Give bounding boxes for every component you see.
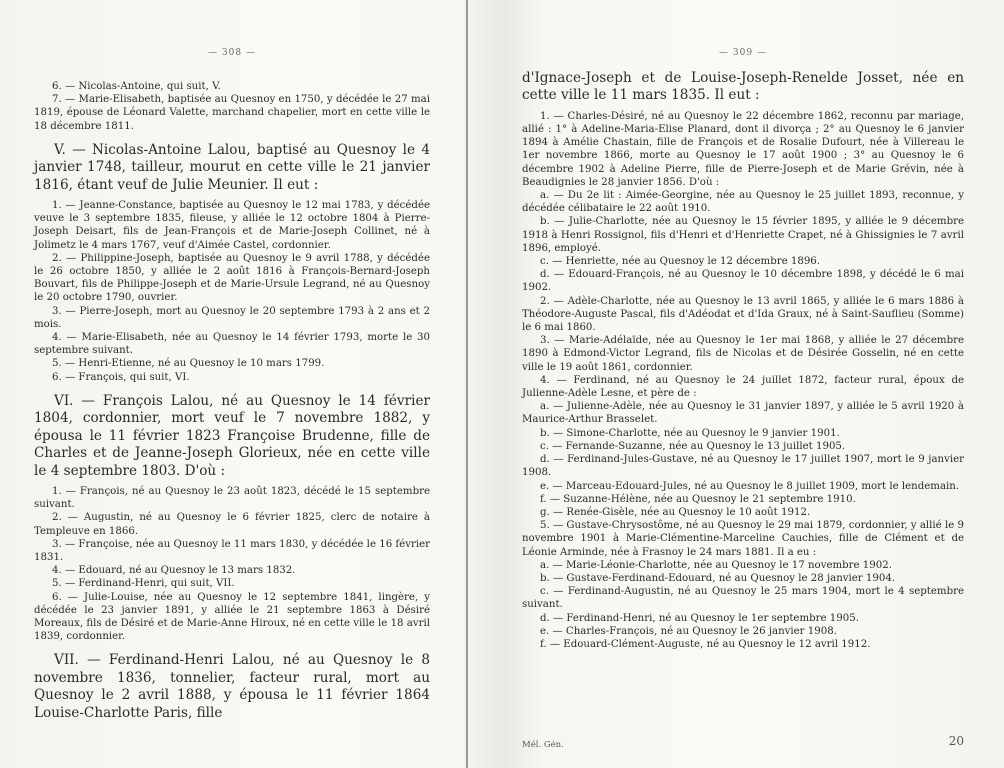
paragraph: 3. — Marie-Adélaïde, née au Quesnoy le 1er mai 1868, y alliée le 27 décembre 1890 à Edmond-Victor Legrand, fils de Nicolas et de Désirée Gosselin, né en cette ville le 19 août 1861, cordonnier. [522, 335, 964, 373]
footer-journal-abbrev: Mél. Gén. [522, 740, 564, 750]
right-page [470, 0, 1004, 768]
generation-heading: VI. — François Lalou, né au Quesnoy le 14 février 1804, cordonnier, mort veuf le 7 novembre 1882, y épousa le 11 février 1823 Françoise Brudenne, fille de Charles et de Jeanne-Joseph Glorieux, née en cette ville le 4 septembre 1803. D'où : [34, 392, 430, 479]
paragraph: b. — Simone-Charlotte, née au Quesnoy le 9 janvier 1901. [540, 427, 840, 439]
generation-heading: V. — Nicolas-Antoine Lalou, baptisé au Quesnoy le 4 janvier 1748, tailleur, mourut en cette ville le 21 janvier 1816, étant veuf de Julie Meunier. Il eut : [34, 141, 430, 193]
paragraph: 1. — François, né au Quesnoy le 23 août 1823, décédé le 15 septembre suivant. [34, 485, 430, 511]
right-page-number: — 309 — [719, 48, 767, 58]
paragraph: 5. — Gustave-Chrysostôme, né au Quesnoy le 29 mai 1879, cordonnier, y allié le 9 novembre 1901 à Marie-Clémentine-Marceline Cauchies, fille de Clément et de Léonie Arminde, née à Frasnoy le 24 mars 1881. Il a eu : [522, 520, 964, 558]
paragraph: a. — Du 2e lit : Aimée-Georgine, née au Quesnoy le 25 juillet 1893, reconnue, y décédée célibataire le 22 août 1910. [522, 190, 964, 215]
paragraph: e. — Charles-François, né au Quesnoy le 26 janvier 1908. [540, 625, 837, 637]
paragraph: d. — Ferdinand-Henri, né au Quesnoy le 1er septembre 1905. [540, 612, 859, 624]
paragraph: c. — Ferdinand-Augustin, né au Quesnoy le 25 mars 1904, mort le 4 septembre suivant. [522, 586, 964, 611]
paragraph: 1. — Jeanne-Constance, baptisée au Quesnoy le 12 mai 1783, y décédée veuve le 3 septembre 1835, fileuse, y alliée le 12 octobre 1804 à Pierre-Joseph Deisart, fils de Jean-François et de Marie-Joseph Collinet, né à Jolimetz le 4 mars 1767, veuf d'Aimée Castel, cordonnier. [34, 200, 430, 251]
paragraph: 7. — Marie-Elisabeth, baptisée au Quesnoy en 1750, y décédée le 27 mai 1819, épouse de Léonard Valette, marchand chapelier, mort en cette ville le 18 décembre 1811. [34, 94, 430, 132]
paragraph: 4. — Edouard, né au Quesnoy le 13 mars 1832. [52, 565, 296, 577]
paragraph: d'Ignace-Joseph et de Louise-Joseph-Renelde Josset, née en cette ville le 11 mars 1835. Il eut : [522, 70, 964, 104]
paragraph: 6. — Nicolas-Antoine, qui suit, V. [52, 81, 221, 92]
paragraph: 2. — Augustin, né au Quesnoy le 6 février 1825, clerc de notaire à Templeuve en 1866. [34, 512, 430, 537]
left-page-number: — 308 — [208, 48, 256, 58]
paragraph: b. — Julie-Charlotte, née au Quesnoy le 15 février 1895, y alliée le 9 décembre 1918 à Henri Rossignol, fils d'Henri et d'Henriette Crapet, né à Ghissignies le 7 avril 1896, employé. [522, 216, 964, 254]
paragraph: c. — Fernande-Suzanne, née au Quesnoy le 13 juillet 1905. [540, 440, 846, 452]
paragraph: 3. — Françoise, née au Quesnoy le 11 mars 1830, y décédée le 16 février 1831. [34, 538, 430, 563]
page-footer [522, 734, 964, 750]
paragraph: 5. — Henri-Etienne, né au Quesnoy le 10 mars 1799. [52, 358, 325, 370]
paragraph: 1. — Charles-Désiré, né au Quesnoy le 22 décembre 1862, reconnu par mariage, allié : 1° à Adeline-Maria-Elise Planard, dont il divorça ; 2° au Quesnoy le 6 janvier 1894 à Amélie Chastain, fille de François et de Rosalie Dufourt, née à Villereau le 1er novembre 1866, morte au Quesnoy le 17 août 1900 ; 3° au Quesnoy le 6 décembre 1902 à Adeline Pierre, fille de Pierre-Joseph et de Marie Grévin, née à Beaudignies le 28 janvier 1856. D'où : [522, 110, 964, 188]
paragraph: 5. — Ferdinand-Henri, qui suit, VII. [52, 578, 235, 590]
paragraph: 2. — Adèle-Charlotte, née au Quesnoy le 13 avril 1865, y alliée le 6 mars 1886 à Théodore-Auguste Pascal, fils d'Adéodat et d'Ida Graux, né à Saint-Sauflieu (Somme) le 6 mai 1860. [522, 295, 964, 334]
paragraph: g. — Renée-Gisèle, née au Quesnoy le 10 août 1912. [540, 506, 811, 518]
paragraph: 6. — Julie-Louise, née au Quesnoy le 12 septembre 1841, lingère, y décédée le 23 janvier 1891, y alliée le 21 septembre 1863 à Désiré Moreaux, fils de Désiré et de Marie-Anne Hiroux, né en cette ville le 18 avril 1839, cordonnier. [34, 591, 430, 643]
generation-heading: VII. — Ferdinand-Henri Lalou, né au Quesnoy le 8 novembre 1836, tonnelier, facteur rural, mort au Quesnoy le 2 avril 1888, y épousa le 11 février 1864 Louise-Charlotte Paris, fille [34, 652, 430, 721]
paragraph: a. — Marie-Léonie-Charlotte, née au Quesnoy le 17 novembre 1902. [540, 559, 892, 571]
gutter-fold [466, 0, 468, 768]
paragraph: f. — Suzanne-Hélène, née au Quesnoy le 21 septembre 1910. [540, 493, 856, 505]
paragraph: 6. — François, qui suit, VI. [52, 371, 190, 383]
signature-number: 20 [948, 734, 964, 748]
left-page [0, 0, 464, 768]
paragraph: 4. — Marie-Elisabeth, née au Quesnoy le 14 février 1793, morte le 30 septembre suivant. [34, 332, 430, 357]
paragraph: c. — Henriette, née au Quesnoy le 12 décembre 1896. [540, 256, 821, 268]
paragraph: 3. — Pierre-Joseph, mort au Quesnoy le 20 septembre 1793 à 2 ans et 2 mois. [34, 305, 430, 330]
paragraph: a. — Julienne-Adèle, née au Quesnoy le 31 janvier 1897, y alliée le 5 avril 1920 à Maurice-Arthur Brasselet. [522, 401, 964, 426]
paragraph: 2. — Philippine-Joseph, baptisée au Quesnoy le 9 avril 1788, y décédée le 26 octobre 1850, y alliée le 2 août 1816 à François-Bernard-Joseph Bouvart, fils de Philippe-Joseph et de Marie-Ursule Legrand, né au Quesnoy le 20 octobre 1790, ouvrier. [34, 252, 430, 304]
paragraph: f. — Edouard-Clément-Auguste, né au Quesnoy le 12 avril 1912. [540, 638, 871, 650]
paragraph: e. — Marceau-Edouard-Jules, né au Quesnoy le 8 juillet 1909, mort le lendemain. [540, 480, 960, 492]
paragraph: d. — Ferdinand-Jules-Gustave, né au Quesnoy le 17 juillet 1907, mort le 9 janvier 1908. [522, 454, 964, 479]
paragraph: b. — Gustave-Ferdinand-Edouard, né au Quesnoy le 28 janvier 1904. [540, 572, 896, 584]
paragraph: 4. — Ferdinand, né au Quesnoy le 24 juillet 1872, facteur rural, époux de Julienne-Adèle Lesne, et père de : [522, 374, 964, 400]
paragraph: d. — Edouard-François, né au Quesnoy le 10 décembre 1898, y décédé le 6 mai 1902. [522, 269, 964, 294]
